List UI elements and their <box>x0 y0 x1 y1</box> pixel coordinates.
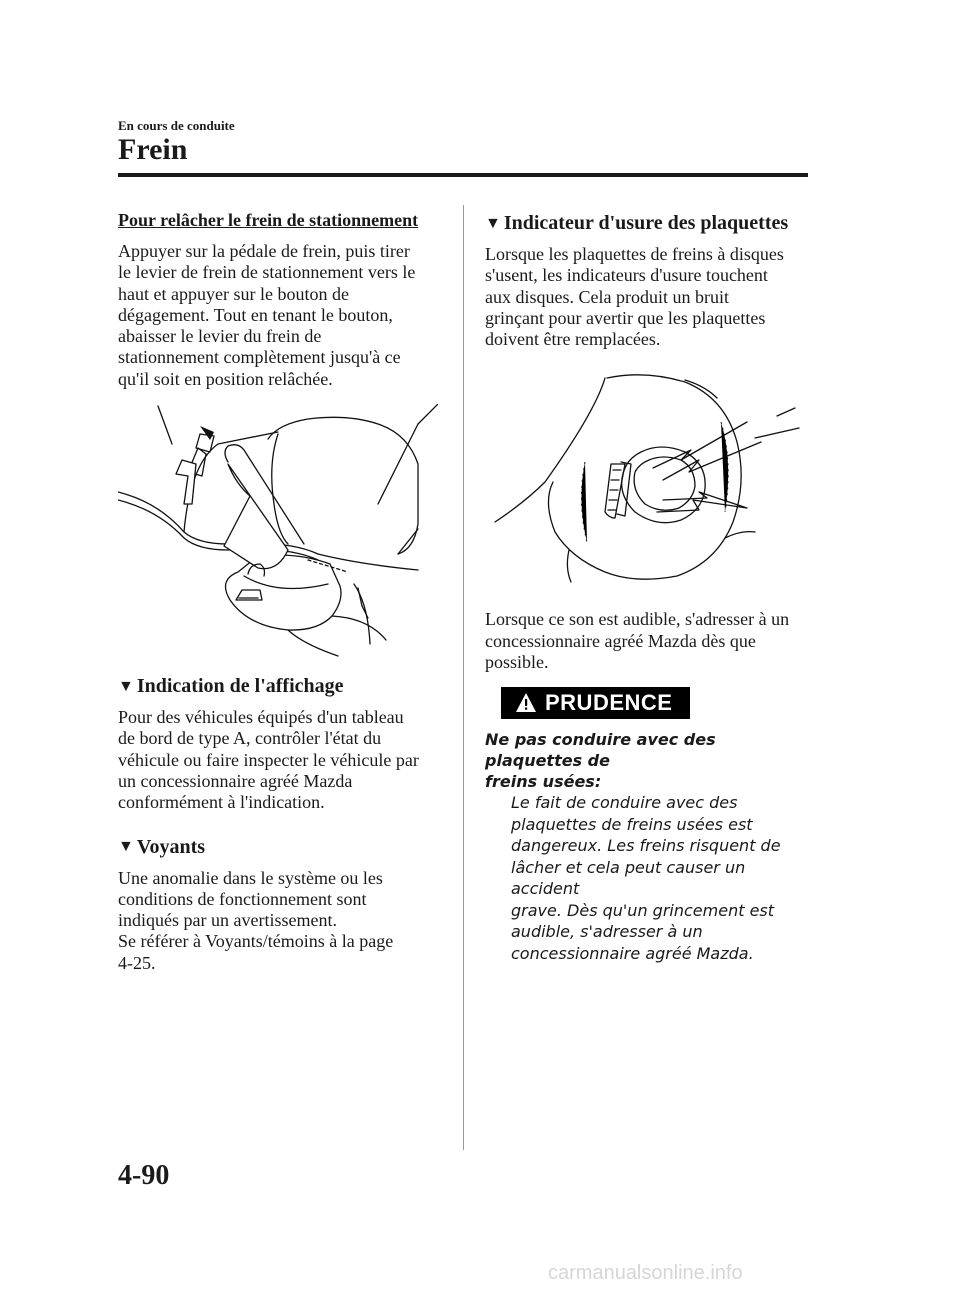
text-line: s'usent, les indicateurs d'usure touchent <box>485 265 768 286</box>
right-column <box>485 210 810 964</box>
text-line: Se référer à Voyants/témoins à la page <box>118 931 394 952</box>
caution-body <box>511 792 810 964</box>
caution-heading <box>485 729 810 792</box>
text-line: concessionnaire agréé Mazda dès que <box>485 630 756 651</box>
text-line: 4-25. <box>118 952 156 973</box>
text-line: haut et appuyer sur le bouton de <box>118 283 349 304</box>
text-line: grinçant pour avertir que les plaquettes <box>485 307 766 328</box>
text-line: audible, s'adresser à un <box>511 922 703 942</box>
text-line: dangereux. Les freins risquent de <box>511 836 781 856</box>
page-number: 4-90 <box>118 1160 170 1191</box>
text-line: possible. <box>485 652 549 673</box>
text-line: qu'il soit en position relâchée. <box>118 368 333 389</box>
text-line: abaisser le levier du frein de <box>118 326 322 347</box>
triangle-down-icon: ▼ <box>118 838 134 856</box>
release-paragraph <box>118 241 438 390</box>
triangle-down-icon: ▼ <box>118 677 134 695</box>
text-line: indiqués par un avertissement. <box>118 910 337 931</box>
wear-heading <box>485 212 810 235</box>
text-line: véhicule ou faire inspecter le véhicule par <box>118 749 419 770</box>
caution-label: PRUDENCE <box>545 690 673 716</box>
text-line: conditions de fonctionnement sont <box>118 888 367 909</box>
title-rule <box>118 173 808 177</box>
display-heading <box>118 675 438 698</box>
text-line: aux disques. Cela produit un bruit <box>485 286 729 307</box>
display-paragraph <box>118 707 438 813</box>
text-line: doivent être remplacées. <box>485 329 661 350</box>
wear-paragraph <box>485 244 810 350</box>
caution-badge <box>501 687 690 719</box>
triangle-down-icon: ▼ <box>485 214 501 232</box>
text-line: plaquettes de freins usées est <box>511 814 753 834</box>
audible-paragraph <box>485 609 810 673</box>
text-line: Pour des véhicules équipés d'un tableau <box>118 707 404 728</box>
voyants-heading <box>118 836 438 859</box>
text-line: Lorsque ce son est audible, s'adresser à un <box>485 609 790 630</box>
left-column <box>118 210 438 974</box>
brake-pad-wear-illustration <box>485 372 810 587</box>
text-line: freins usées: <box>485 772 602 792</box>
text-line: dégagement. Tout en tenant le bouton, <box>118 304 393 325</box>
parking-brake-illustration <box>118 404 438 659</box>
text-line: lâcher et cela peut causer un accident <box>511 857 746 899</box>
text-line: Le fait de conduire avec des <box>511 793 738 813</box>
column-divider <box>463 205 464 1150</box>
voyants-paragraph <box>118 868 438 974</box>
text-line: Une anomalie dans le système ou les <box>118 867 383 888</box>
warning-triangle-icon <box>515 692 537 714</box>
text-line: Lorsque les plaquettes de freins à disques <box>485 244 784 264</box>
text-line: de bord de type A, contrôler l'état du <box>118 728 382 749</box>
text-line: un concessionnaire agréé Mazda <box>118 770 353 791</box>
text-line: conformément à l'indication. <box>118 792 325 813</box>
text-line: le levier de frein de stationnement vers le <box>118 262 416 283</box>
wear-heading-text: Indicateur d'usure des plaquettes <box>503 212 789 234</box>
page-title: Frein <box>118 133 188 166</box>
text-line: Ne pas conduire avec des plaquettes de <box>485 730 716 771</box>
voyants-heading-text: Voyants <box>136 835 206 858</box>
watermark: carmanualsonline.info <box>548 1262 743 1284</box>
text-line: concessionnaire agréé Mazda. <box>511 943 754 963</box>
text-line: stationnement complètement jusqu'à ce <box>118 347 401 368</box>
display-heading-text: Indication de l'affichage <box>136 675 344 698</box>
section-label: En cours de conduite <box>118 118 235 133</box>
text-line: grave. Dès qu'un grincement est <box>511 900 775 920</box>
text-line: Appuyer sur la pédale de frein, puis tirer <box>118 241 410 261</box>
release-heading: Pour relâcher le frein de stationnement <box>118 210 419 230</box>
